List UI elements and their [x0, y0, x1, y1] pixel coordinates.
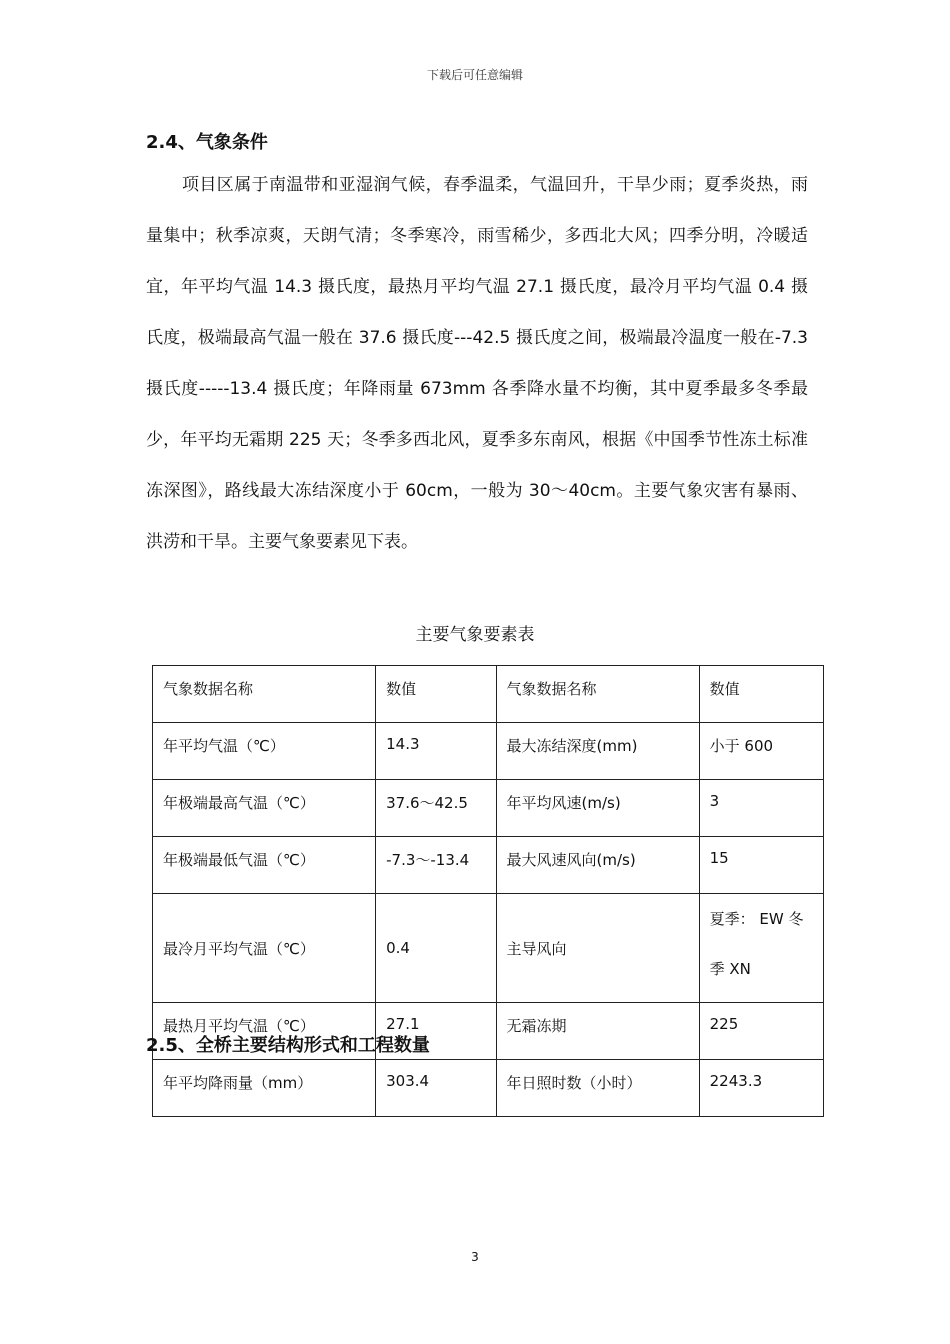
table-cell: 气象数据名称: [496, 666, 699, 723]
table-cell: 年极端最高气温（℃）: [153, 780, 376, 837]
table-cell-text: 夏季： EW 冬季 XN: [709, 910, 804, 978]
table-cell: 小于 600: [699, 723, 823, 780]
table-cell: 最大冻结深度(mm): [496, 723, 699, 780]
table-row: [153, 723, 824, 780]
page-header: 下载后可任意编辑: [426, 68, 523, 82]
table-cell: 无霜冻期: [496, 1003, 699, 1060]
table-cell: -7.3～-13.4: [376, 837, 496, 894]
table-row: [153, 780, 824, 837]
table-cell: 主导风向: [496, 894, 699, 1003]
table-header-row: [153, 666, 824, 723]
table-cell: 37.6～42.5: [376, 780, 496, 837]
section-heading-2-4: 2.4、气象条件: [146, 132, 268, 153]
table-cell: 年极端最低气温（℃）: [153, 837, 376, 894]
table-cell: 最大风速风向(m/s): [496, 837, 699, 894]
table-cell: 14.3: [376, 723, 496, 780]
table-cell: 年平均风速(m/s): [496, 780, 699, 837]
table-cell: 数值: [376, 666, 496, 723]
table-cell: 最热月平均气温（℃）: [153, 1003, 376, 1060]
table-cell: 303.4: [376, 1060, 496, 1117]
table-cell: 气象数据名称: [153, 666, 376, 723]
table-row: [153, 837, 824, 894]
table-cell: 225: [699, 1003, 823, 1060]
table-caption: 主要气象要素表: [415, 625, 535, 645]
table-cell: 年日照时数（小时）: [496, 1060, 699, 1117]
table-row: [153, 1060, 824, 1117]
climate-paragraph: 项目区属于南温带和亚湿润气候，春季温柔，气温回升，干旱少雨；夏季炎热，雨量集中；秋季凉爽，天朗气清；冬季寒冷，雨雪稀少，多西北大风；四季分明，冷暖适宜，年平均气温 14.3 摄氏度，最热月平均气温 27.1 摄氏度，最冷月平均气温 0.4 摄氏度，极端最高气温一般在 37.6 摄氏度---42.5 摄氏度之间，极端最冷温度一般在-7.3 摄氏度-----13.4 摄氏度；年降雨量 673mm 各季降水量不均衡，其中夏季最多冬季最少，年平均无霜期 225 天；冬季多西北风，夏季多东南风，根据《中国季节性冻土标准冻深图》，路线最大冻结深度小于 60cm，一般为 30～40cm。主要气象灾害有暴雨、洪涝和干旱。主要气象要素见下表。: [146, 175, 808, 552]
table-cell: 年平均降雨量（mm）: [153, 1060, 376, 1117]
table-cell: 数值: [699, 666, 823, 723]
table-cell: 27.1: [376, 1003, 496, 1060]
page-number: 3: [471, 1250, 479, 1264]
table-row: [153, 894, 824, 1003]
table-cell: [699, 894, 823, 1003]
section-heading-2-5: 2.5、全桥主要结构形式和工程数量: [146, 1035, 430, 1056]
table-cell: 0.4: [376, 894, 496, 1003]
table-cell: 3: [699, 780, 823, 837]
table-cell: 年平均气温（℃）: [153, 723, 376, 780]
table-cell: 2243.3: [699, 1060, 823, 1117]
table-cell: 最冷月平均气温（℃）: [153, 894, 376, 1003]
table-cell: 15: [699, 837, 823, 894]
